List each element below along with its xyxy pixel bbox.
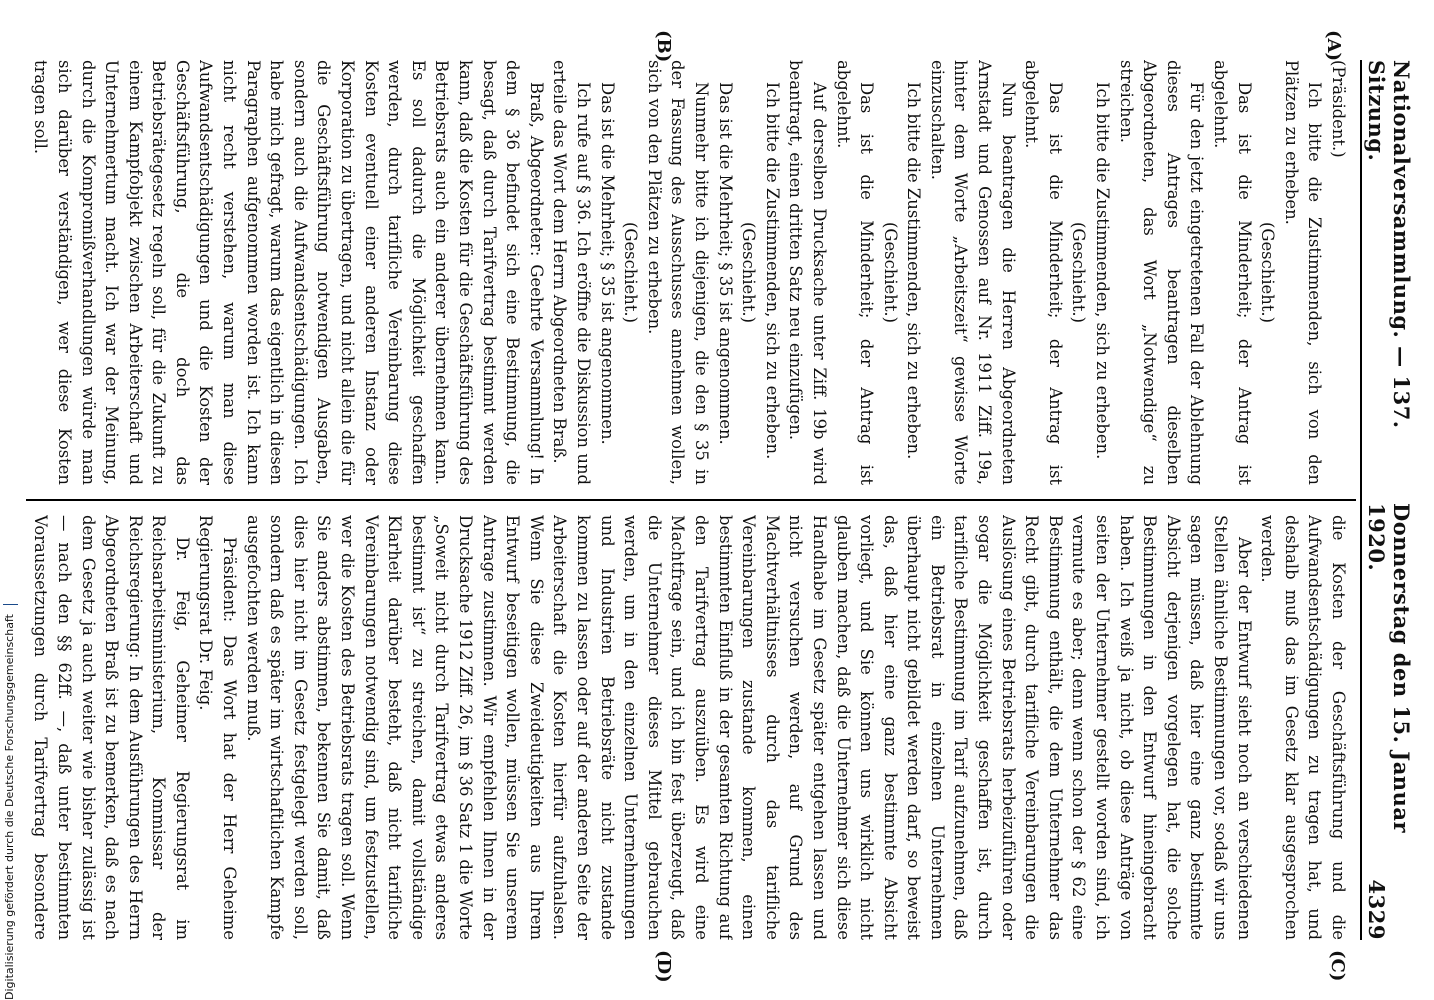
header-left-title: Nationalversammlung. — 137. Sitzung. — [1364, 60, 1414, 429]
paragraph: Aber der Entwurf sieht noch an verschiedenen Stellen ähnliche Bestimmungen vor, sodaß wir uns sagen müssen, daß hier eine ganz bestimmte Absicht derjenigen vorgelegen hat, die solche Bestimmungen in den Entwurf hineingebracht haben. Ich weiß ja nicht, ob diese Anträge von seiten der Unternehmer gestellt worden sind, ich vermute es aber; denn wenn schon der § 62 eine Bestimmung enthält, die dem Unternehmer das Recht gibt, durch tarifliche Vereinbarungen die Auslösung eines Betriebsrats herbeizuführen oder sogar die Möglichkeit geschaffen ist, durch tarifliche Bestimmung im Tarif aufzunehmen, daß ein Betriebsrat in einzelnen Unternehmen überhaupt nicht gebildet werden darf, so beweist das, daß hier eine ganz bestimmte Absicht vorliegt, und Sie können uns wirklich nicht glauben machen, daß die Unternehmer sich diese Handhabe im Gesetz später entgehen lassen und nicht versuchen werden, auf Grund des Machtverhältnisses durch das tarifliche Vereinbarungen zustande kommen, einen bestimmten Einfluß in der gesamten Richtung auf den Tarifvertrag auszuüben. Es wird eine Machtfrage sein, und ich bin fest überzeugt, daß die Unternehmer dieses Mittel gebrauchen werden, um in den einzelnen Unternehmungen und Industrien Betriebsräte nicht zustande kommen zu lassen oder auf der anderen Seite der Arbeiterschaft die Kosten hierfür aufzuhalsen. Wenn Sie diese Zweideutigkeiten aus Ihrem Entwurf beseitigen wollen, müssen Sie unserem Antrage zustimmen. Wir empfehlen Ihnen in der Drucksache 1912 Ziff. 26, im § 36 Satz 1 die Worte „Soweit nicht durch Tarifvertrag etwas anderes bestimmt ist“ zu streichen, damit vollständige Klarheit darüber besteht, daß nicht tarifliche Vereinbarungen notwendig sind, um festzustellen, wer die Kosten des Betriebsrats tragen soll. Wenn Sie anders abstimmen, bekennen Sie damit, daß dies hier nicht im Gesetz festgelegt werden soll, sondern daß es später im wirtschaftlichen Kampfe ausgefochten werden muß. — [243, 515, 1254, 940]
paragraph: Das ist die Minderheit; der Antrag ist abgelehnt. — [1211, 60, 1254, 485]
page-header — [1364, 60, 1414, 940]
page-number: 4329 — [1364, 879, 1389, 940]
margin-mark-d: (D) — [653, 950, 674, 983]
margin-mark-c: (C) — [1327, 950, 1348, 982]
paragraph: (Geschieht.) — [739, 221, 759, 324]
margin-mark-a: (A) — [1323, 30, 1344, 61]
footer-credit — [2, 604, 18, 1000]
header-date: Donnerstag den 15. Januar 1920. — [1364, 502, 1414, 834]
paragraph: Dr. Feig, Geheimer Regierungsrat im Reichsarbeitsministerium, Kommissar der Reichsregierung: In dem Ausführungen des Herrn Abgeordneten Braß ist zu bemerken, daß es nach dem Gesetz ja auch weiter wie bisher zulässig ist — nach den §§ 62ff. —, daß unter bestimmten Voraussetzungen durch Tarifvertrag besondere — [31, 515, 192, 940]
dfg-logo — [3, 604, 18, 605]
paragraph: Das ist die Mehrheit; § 35 ist angenommen. — [715, 82, 735, 445]
paragraph: Das ist die Mehrheit; § 35 ist angenommen. — [597, 82, 617, 445]
paragraph: (Geschieht.) — [880, 221, 900, 324]
header-rule — [1360, 60, 1362, 940]
left-column — [30, 60, 1350, 485]
paragraph: Nun beantragen die Herren Abgeordneten Arnstadt und Genossen auf Nr. 1911 Ziff. 19a, hinter dem Worte „Arbeitszeit“ gewisse Worte einzuschalten. — [927, 60, 1018, 485]
paragraph: Ich bitte die Zustimmenden, sich zu erheben. — [762, 82, 782, 460]
paragraph: Nunmehr bitte ich diejenigen, die den § 35 in der Fassung des Ausschusses annehmen wollen, sich von den Plätzen zu erheben. — [644, 60, 711, 485]
paragraph: Ich bitte die Zustimmenden, sich zu erheben. — [904, 82, 924, 460]
paragraph: Ich rufe auf § 36. Ich eröffne die Diskussion und erteile das Wort dem Herrn Abgeordneten Braß. — [550, 60, 593, 485]
paragraph: Ich bitte die Zustimmenden, sich von den Plätzen zu erheben. — [1281, 60, 1325, 485]
paragraph: (Geschieht.) — [1258, 221, 1278, 324]
paragraph: (Geschieht.) — [621, 221, 641, 324]
paragraph: Braß, Abgeordneter: Geehrte Versammlung! In dem § 36 befindet sich eine Bestimmung, die besagt, daß durch Tarifvertrag bestimmt werden kann, daß die Kosten für die Geschäftsführung des Betriebsrats auch ein anderer übernehmen kann. Es soll dadurch die Möglichkeit geschaffen werden, durch tarifliche Vereinbarung diese Kosten eventuell einer anderen Instanz oder Korporation zu übertragen, und nicht allein die für die Geschäftsführung notwendigen Ausgaben, sondern auch die Aufwandsentschädigungen. Ich habe mich gefragt, warum das eigentlich in diesen Paragraphen aufgenommen worden ist. Ich kann nicht recht verstehen, warum man diese Aufwandsentschädigungen und die Kosten der Geschäftsführung, die doch das Betriebsrätegesetz regeln soll, für die Zukunft zu einem Kampfobjekt zwischen Arbeiterschaft und Unternehmertum macht. Ich war der Meinung, durch die Kompromißverhandlungen würde man sich darüber verständigen, wer diese Kosten tragen soll. — [31, 60, 546, 485]
paragraph: Ich bitte die Zustimmenden, sich zu erheben. — [1093, 82, 1113, 460]
paragraph: (Geschieht.) — [1069, 221, 1089, 324]
paragraph: Für den jetzt eingetretenen Fall der Ablehnung dieses Antrages beantragen dieselben Abgeordneten, das Wort „Notwendige“ zu streichen. — [1116, 60, 1207, 485]
paragraph: Das ist die Minderheit; der Antrag ist abgelehnt. — [1022, 60, 1065, 485]
footer-credit-text: Digitalisierung gefördert durch die Deutsche Forschungsgemeinschaft — [3, 614, 16, 1000]
paragraph: die Kosten der Geschäftsführung und die Aufwandsentschädigungen zu tragen hat, und deshalb muß das im Gesetz klar ausgesprochen werden. — [1258, 515, 1348, 940]
paragraph: (Präsident.) — [1329, 60, 1348, 158]
paragraph: Auf derselben Drucksache unter Ziff. 19b wird beantragt, einen dritten Satz neu einzufügen. — [786, 60, 829, 485]
paragraph: Das ist die Minderheit; der Antrag ist abgelehnt. — [833, 60, 877, 485]
margin-mark-b: (B) — [653, 30, 674, 63]
paragraph: Präsident: Das Wort hat der Herr Geheime Regierungsrat Dr. Feig. — [196, 515, 240, 940]
right-column — [30, 515, 1350, 940]
column-divider — [26, 499, 1356, 501]
